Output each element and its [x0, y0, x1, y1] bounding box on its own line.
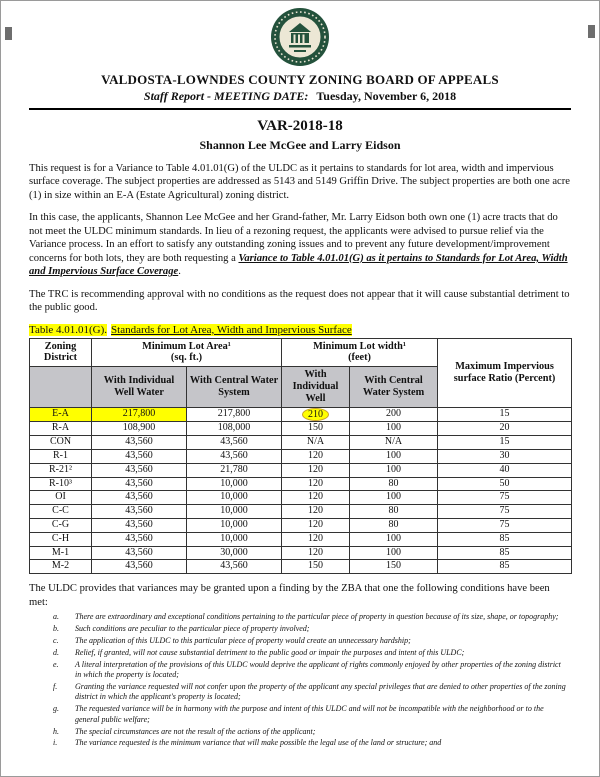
well-width-cell: 150	[282, 560, 350, 574]
max-impervious-header: Maximum Impervious surface Ratio (Percent)	[438, 338, 572, 407]
well-width-cell: 120	[282, 546, 350, 560]
variance-emphasis: Variance to Table 4.01.01(G) as it pertains to Standards for Lot Area, Width and Impervious Surface Coverage	[29, 252, 568, 278]
header-divider	[29, 108, 571, 110]
central-width-cell: 100	[350, 422, 438, 436]
condition-item	[53, 660, 571, 681]
well-area-cell: 43,560	[92, 477, 187, 491]
central-area-cell: 217,800	[187, 407, 282, 422]
central-area-cell: 43,560	[187, 436, 282, 450]
central-width-cell: 100	[350, 532, 438, 546]
table-row	[30, 477, 572, 491]
well-width-cell: 120	[282, 505, 350, 519]
well-width-cell	[282, 407, 350, 422]
min-lot-area-label: Minimum Lot Area¹	[142, 340, 231, 352]
central-width-cell: 150	[350, 560, 438, 574]
condition-text: Such conditions are peculiar to the particular piece of property involved;	[75, 624, 310, 634]
well-width-cell: N/A	[282, 436, 350, 450]
condition-item	[53, 636, 571, 646]
background-text: In this case, the applicants, Shannon Lee McGee and her Grand-father, Mr. Larry Eidson both own one (1) acre tracts that do not meet the ULDC minimum standards. In lieu of a rezoning request, the applicants were advised to pursue relief via the Variance process. In an effort to satisfy any outstanding zoning issues and to prevent any future development/improvement concerns for both lots, they are both requesting a	[29, 212, 558, 264]
zoning-district-cell: C-G	[30, 519, 92, 533]
seal-area	[29, 7, 571, 69]
condition-letter: b.	[53, 624, 59, 634]
well-area-cell: 43,560	[92, 519, 187, 533]
background-period: .	[178, 266, 181, 278]
condition-item	[53, 612, 571, 622]
well-width-cell: 120	[282, 519, 350, 533]
condition-letter: d.	[53, 647, 59, 657]
well-width-cell: 150	[282, 422, 350, 436]
impervious-cell: 15	[438, 407, 572, 422]
table-row	[30, 450, 572, 464]
impervious-cell: 75	[438, 491, 572, 505]
background-paragraph	[29, 211, 571, 278]
central-area-cell: 10,000	[187, 519, 282, 533]
well-width-cell: 120	[282, 477, 350, 491]
central-width-cell: 80	[350, 519, 438, 533]
meeting-date-line	[29, 89, 571, 104]
condition-letter: a.	[53, 612, 59, 622]
condition-text: The special circumstances are not the result of the actions of the applicant;	[75, 726, 316, 736]
blank-subheader	[30, 367, 92, 407]
scan-mark-left	[5, 27, 12, 40]
condition-item	[53, 704, 571, 725]
condition-letter: g.	[53, 704, 59, 714]
zoning-district-cell: R-A	[30, 422, 92, 436]
min-lot-width-label: Minimum Lot width¹	[313, 340, 406, 352]
impervious-cell: 85	[438, 532, 572, 546]
well-area-cell: 43,560	[92, 436, 187, 450]
standards-table	[29, 338, 572, 575]
table-row	[30, 505, 572, 519]
zoning-district-cell: C-C	[30, 505, 92, 519]
central-width-cell: 100	[350, 491, 438, 505]
well-area-cell: 43,560	[92, 463, 187, 477]
central-area-cell: 10,000	[187, 505, 282, 519]
request-paragraph: This request is for a Variance to Table 4.01.01(G) of the ULDC as it pertains to standards for lot area, width and impervious surface coverage. The subject properties are addressed as 5143 and 5149 Griffin Drive. The subject properties are both one acre (1) in size within an E-A (Estate Agricultural) zoning district.	[29, 163, 570, 201]
subheader-central-width: With Central Water System	[350, 367, 438, 407]
condition-text: The application of this ULDC to this particular piece of property would create an unnecessary hardship;	[75, 635, 411, 645]
table-row	[30, 546, 572, 560]
table-row	[30, 422, 572, 436]
well-area-cell: 217,800	[92, 407, 187, 422]
condition-letter: h.	[53, 726, 59, 736]
zoning-district-cell: M-1	[30, 546, 92, 560]
impervious-cell: 50	[438, 477, 572, 491]
impervious-cell: 30	[438, 450, 572, 464]
zoning-district-cell: R-10³	[30, 477, 92, 491]
central-area-cell: 43,560	[187, 560, 282, 574]
condition-item	[53, 738, 571, 748]
table-row	[30, 532, 572, 546]
zoning-district-cell: R-1	[30, 450, 92, 464]
impervious-cell: 15	[438, 436, 572, 450]
conditions-list	[53, 612, 571, 749]
table-row	[30, 560, 572, 574]
table-caption-number: Table 4.01.01(G).	[29, 323, 108, 336]
impervious-cell: 40	[438, 463, 572, 477]
well-area-cell: 43,560	[92, 546, 187, 560]
zoning-district-cell: M-2	[30, 560, 92, 574]
central-width-cell: 80	[350, 477, 438, 491]
subheader-well-area: With Individual Well Water	[92, 367, 187, 407]
scan-mark-right	[588, 25, 595, 38]
condition-text: There are extraordinary and exceptional conditions pertaining to the particular piece of property in question because of its size, shape, or topography;	[75, 612, 559, 622]
condition-item	[53, 727, 571, 737]
central-width-cell: 100	[350, 450, 438, 464]
central-area-cell: 10,000	[187, 477, 282, 491]
case-number: VAR-2018-18	[257, 118, 343, 134]
min-lot-area-header	[92, 338, 282, 367]
trc-recommendation-paragraph: The TRC is recommending approval with no conditions as the request does not appear that it will cause substantial detriment to the public good.	[29, 288, 570, 314]
well-area-cell: 43,560	[92, 450, 187, 464]
well-area-cell: 43,560	[92, 560, 187, 574]
subheader-well-width: With Individual Well	[282, 367, 350, 407]
min-lot-width-header	[282, 338, 438, 367]
min-lot-area-unit: (sq. ft.)	[170, 352, 203, 364]
condition-text: Granting the variance requested will not confer upon the property of the applicant any special privileges that are denied to other properties of the zoning district in which the applicant's property is located;	[75, 681, 566, 702]
meeting-date: Tuesday, November 6, 2018	[316, 89, 457, 103]
table-caption	[29, 324, 571, 336]
central-area-cell: 10,000	[187, 532, 282, 546]
central-width-cell: 200	[350, 407, 438, 422]
board-title: VALDOSTA-LOWNDES COUNTY ZONING BOARD OF APPEALS	[101, 72, 499, 87]
well-area-cell: 43,560	[92, 532, 187, 546]
table-row	[30, 519, 572, 533]
central-width-cell: 100	[350, 546, 438, 560]
well-width-cell: 120	[282, 532, 350, 546]
well-area-cell: 43,560	[92, 491, 187, 505]
standards-table-body	[30, 407, 572, 574]
min-lot-width-unit: (feet)	[348, 352, 371, 364]
table-row	[30, 491, 572, 505]
table-row	[30, 407, 572, 422]
condition-letter: e.	[53, 659, 59, 669]
condition-item	[53, 624, 571, 634]
zoning-district-cell: E-A	[30, 407, 92, 422]
condition-item	[53, 682, 571, 703]
condition-letter: c.	[53, 635, 59, 645]
table-caption-title: Standards for Lot Area, Width and Impervious Surface	[111, 323, 352, 336]
condition-text: The requested variance will be in harmony with the purpose and intent of this ULDC and will not be incompatible with the neighborhood or to the general public welfare;	[75, 704, 544, 724]
table-header-row-groups	[30, 338, 572, 367]
zoning-district-cell: C-H	[30, 532, 92, 546]
central-area-cell: 108,000	[187, 422, 282, 436]
well-area-cell: 108,900	[92, 422, 187, 436]
table-row	[30, 463, 572, 477]
conditions-intro: The ULDC provides that variances may be granted upon a finding by the ZBA that one the following conditions have been met:	[29, 583, 550, 608]
well-width-cell: 120	[282, 450, 350, 464]
zoning-district-header: Zoning District	[30, 338, 92, 367]
zoning-district-cell: CON	[30, 436, 92, 450]
county-seal-icon	[270, 7, 330, 67]
condition-text: A literal interpretation of the provisions of this ULDC would deprive the applicant of rights commonly enjoyed by other properties of the zoning district in which the property is located;	[75, 659, 561, 680]
condition-text: The variance requested is the minimum variance that will make possible the legal use of the land or structure; and	[75, 738, 442, 748]
central-width-cell: 100	[350, 463, 438, 477]
impervious-cell: 20	[438, 422, 572, 436]
circled-value: 210	[302, 408, 329, 421]
central-area-cell: 30,000	[187, 546, 282, 560]
well-width-cell: 120	[282, 491, 350, 505]
condition-item	[53, 648, 571, 658]
applicant-names: Shannon Lee McGee and Larry Eidson	[199, 138, 401, 152]
central-area-cell: 10,000	[187, 491, 282, 505]
condition-letter: i.	[53, 738, 58, 748]
central-width-cell: 80	[350, 505, 438, 519]
staff-report-label: Staff Report - MEETING DATE:	[143, 89, 309, 103]
zoning-district-cell: OI	[30, 491, 92, 505]
impervious-cell: 75	[438, 505, 572, 519]
condition-text: Relief, if granted, will not cause substantial detriment to the public good or impair the purposes and intent of this ULDC;	[75, 647, 465, 657]
zoning-district-cell: R-21²	[30, 463, 92, 477]
well-width-cell: 120	[282, 463, 350, 477]
central-width-cell: N/A	[350, 436, 438, 450]
subheader-central-area: With Central Water System	[187, 367, 282, 407]
table-row	[30, 436, 572, 450]
central-area-cell: 21,780	[187, 463, 282, 477]
impervious-cell: 85	[438, 546, 572, 560]
well-area-cell: 43,560	[92, 505, 187, 519]
condition-letter: f.	[53, 681, 58, 691]
central-area-cell: 43,560	[187, 450, 282, 464]
impervious-cell: 85	[438, 560, 572, 574]
impervious-cell: 75	[438, 519, 572, 533]
